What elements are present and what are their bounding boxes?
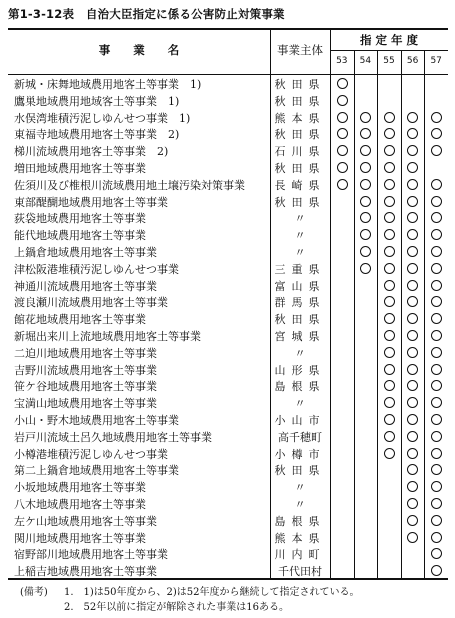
row-owner: 秋田県 [274,94,326,108]
row-project-name: 館花地域農用地客土等事業 [14,313,146,327]
row-owner: 秋田県 [274,464,326,478]
row-project-name: 水俣湾堆積汚泥しゆんせつ事業 1) [14,111,191,125]
designation-mark [384,212,395,223]
designation-mark [431,263,442,274]
row-project-name: 上稲吉地域農用地客土等事業 [14,565,157,579]
designation-mark [431,313,442,324]
row-owner: 群馬県 [274,296,326,310]
designation-mark [384,313,395,324]
row-project-name: 吉野川流域農用地客土等事業 [14,363,157,377]
row-owner: 宮城県 [274,330,326,343]
designation-mark [384,179,395,190]
row-project-name: 東部醍醐地域農用地客土等事業 [14,195,168,209]
designation-mark [384,397,395,408]
designation-mark [407,263,418,274]
designation-mark [337,112,348,123]
designation-mark [407,112,418,123]
designation-mark [431,515,442,526]
designation-mark [407,397,418,408]
row-project-name: 神通川流域農用地客土等事業 [14,279,157,293]
designation-mark [384,347,395,358]
designation-mark [360,145,371,156]
row-owner: 〃 [294,481,306,495]
designation-mark [360,196,371,207]
row-project-name: 鷹巣地域農用地域客土等事業 1) [14,94,180,108]
designation-mark [407,280,418,291]
row-owner: 〃 [294,397,306,411]
note-item: 1. 1)は50年度から、2)は52年度から継続して指定されている。 [64,587,360,598]
designation-mark [384,296,395,307]
designation-mark [431,145,442,156]
row-owner: 富山県 [274,279,326,293]
row-project-name: 増田地域農用地客土等事業 [14,162,146,175]
designation-mark [407,162,418,173]
rule-top [8,28,448,30]
table-title: 第1-3-12表 自治大臣指定に係る公害防止対策事業 [8,7,285,21]
row-owner: 熊本県 [274,111,326,125]
designation-mark [431,212,442,223]
designation-mark [431,347,442,358]
designation-mark [431,498,442,509]
row-project-name: 東福寺地域農用地客土等事業 2) [14,128,180,142]
row-owner: 小山市 [274,414,326,427]
row-project-name: 宝満山地域農用地客土等事業 [14,397,157,411]
row-project-name: 二迫川地域農用地客土等事業 [14,346,157,360]
designation-mark [360,212,371,223]
designation-mark [384,128,395,139]
header-year: 53 [336,56,348,66]
designation-mark [407,364,418,375]
designation-mark [407,145,418,156]
designation-mark [431,397,442,408]
row-owner: 石川県 [274,145,326,159]
designation-mark [407,347,418,358]
row-owner: 島根県 [274,380,326,394]
designation-mark [337,145,348,156]
header-project: 事 業 名 [98,43,180,57]
row-owner: 秋田県 [274,162,326,175]
designation-mark [407,246,418,257]
designation-mark [384,414,395,425]
rule-year-sub [330,50,448,51]
designation-mark [431,179,442,190]
designation-mark [431,532,442,543]
row-owner: 〃 [294,229,306,243]
row-owner: 秋田県 [274,195,326,209]
designation-mark [407,448,418,459]
designation-mark [407,313,418,324]
designation-mark [384,196,395,207]
row-project-name: 小山・野木地域農用地客土等事業 [14,414,179,427]
row-project-name: 津松阪港堆積汚泥しゆんせつ事業 [14,262,179,276]
row-owner: 三重県 [274,262,326,276]
designation-mark [384,280,395,291]
designation-mark [407,481,418,492]
designation-mark [384,145,395,156]
designation-mark [384,162,395,173]
rule-header [8,74,448,75]
row-owner: 山形県 [274,363,326,377]
row-project-name: 梯川流域農用地客土等事業 2) [14,145,169,159]
row-project-name: 小樽港堆積汚泥しゆんせつ事業 [14,447,168,461]
row-owner: 〃 [294,346,306,360]
designation-mark [407,515,418,526]
rule-col [330,28,331,578]
designation-mark [407,532,418,543]
designation-mark [431,280,442,291]
header-year: 55 [383,56,395,66]
header-designation-year: 指 定 年 度 [359,33,418,47]
header-owner: 事業主体 [277,43,323,57]
row-owner: 熊本県 [274,531,326,545]
designation-mark [407,431,418,442]
designation-mark [407,464,418,475]
row-project-name: 左ケ山地域農用地客土等事業 [14,514,157,528]
designation-mark [431,548,442,559]
row-owner: 高千穂町 [278,430,322,444]
row-project-name: 小坂地域農用地客土等事業 [14,481,146,495]
designation-mark [431,481,442,492]
designation-mark [431,246,442,257]
row-project-name: 新城・床舞地域農用地客土等事業 1) [14,78,202,91]
row-project-name: 能代地域農用地客土等事業 [14,229,146,243]
row-owner: 島根県 [274,514,326,528]
designation-mark [384,380,395,391]
row-project-name: 新堀出来川上流地域農用地客土等事業 [14,330,201,343]
row-owner: 〃 [294,212,306,226]
designation-mark [431,196,442,207]
notes-label: (備考) [20,587,48,598]
designation-mark [431,448,442,459]
header-year: 56 [406,56,419,66]
designation-mark [360,162,371,173]
row-owner: 〃 [294,246,306,259]
designation-mark [360,263,371,274]
designation-mark [407,212,418,223]
designation-mark [337,78,348,89]
designation-mark [384,229,395,240]
note-item: 2. 52年以前に指定が解除された事業は16ある。 [64,602,289,613]
designation-mark [360,246,371,257]
designation-mark [431,380,442,391]
designation-mark [384,431,395,442]
row-owner: 秋田県 [274,128,326,142]
header-year: 54 [359,56,372,66]
designation-mark [337,179,348,190]
designation-mark [360,229,371,240]
row-project-name: 第二上鍋倉地域農用地客土等事業 [14,464,179,478]
designation-mark [384,246,395,257]
designation-mark [337,128,348,139]
designation-mark [360,128,371,139]
designation-mark [407,229,418,240]
designation-mark [431,112,442,123]
row-project-name: 笹ケ谷地域農用地客土等事業 [14,380,157,394]
designation-mark [384,263,395,274]
row-project-name: 岩戸川流域土呂久地域農用地客土等事業 [14,430,212,444]
designation-mark [384,364,395,375]
row-project-name: 八木地域農用地客土等事業 [14,498,146,511]
row-owner: 小樽市 [274,447,326,461]
designation-mark [407,196,418,207]
designation-mark [407,179,418,190]
row-project-name: 関川地域農用地客土等事業 [14,531,146,545]
designation-mark [407,498,418,509]
designation-mark [431,431,442,442]
rule-col [270,28,271,578]
rule-year-col [377,50,378,578]
header-year: 57 [430,56,442,66]
row-project-name: 上鍋倉地域農用地客土等事業 [14,246,157,259]
designation-mark [337,162,348,173]
row-owner: 千代田村 [278,565,322,579]
designation-mark [431,364,442,375]
designation-mark [431,330,442,341]
designation-mark [431,414,442,425]
designation-mark [384,330,395,341]
designation-mark [407,414,418,425]
designation-mark [360,112,371,123]
row-project-name: 宿野部川地域農用地客土等事業 [14,548,168,562]
row-owner: 秋田県 [274,313,326,327]
designation-mark [431,565,442,576]
designation-mark [431,464,442,475]
row-project-name: 渡良瀬川流域農用地客土等事業 [14,296,168,310]
rule-year-col [354,50,355,578]
row-owner: 〃 [294,498,306,511]
designation-mark [407,380,418,391]
rule-year-col [401,50,402,578]
designation-mark [431,229,442,240]
designation-mark [407,296,418,307]
designation-mark [384,112,395,123]
project-table [8,28,448,580]
designation-mark [431,128,442,139]
row-project-name: 荻袋地域農用地客土等事業 [14,212,146,226]
designation-mark [407,128,418,139]
rule-year-col [424,50,425,578]
designation-mark [407,330,418,341]
designation-mark [384,448,395,459]
designation-mark [337,95,348,106]
row-project-name: 佐須川及び椎根川流域農用地土壌汚染対策事業 [14,178,245,192]
designation-mark [431,296,442,307]
designation-mark [360,179,371,190]
row-owner: 長崎県 [274,178,326,192]
row-owner: 川内町 [274,548,326,562]
row-owner: 秋田県 [274,78,326,91]
